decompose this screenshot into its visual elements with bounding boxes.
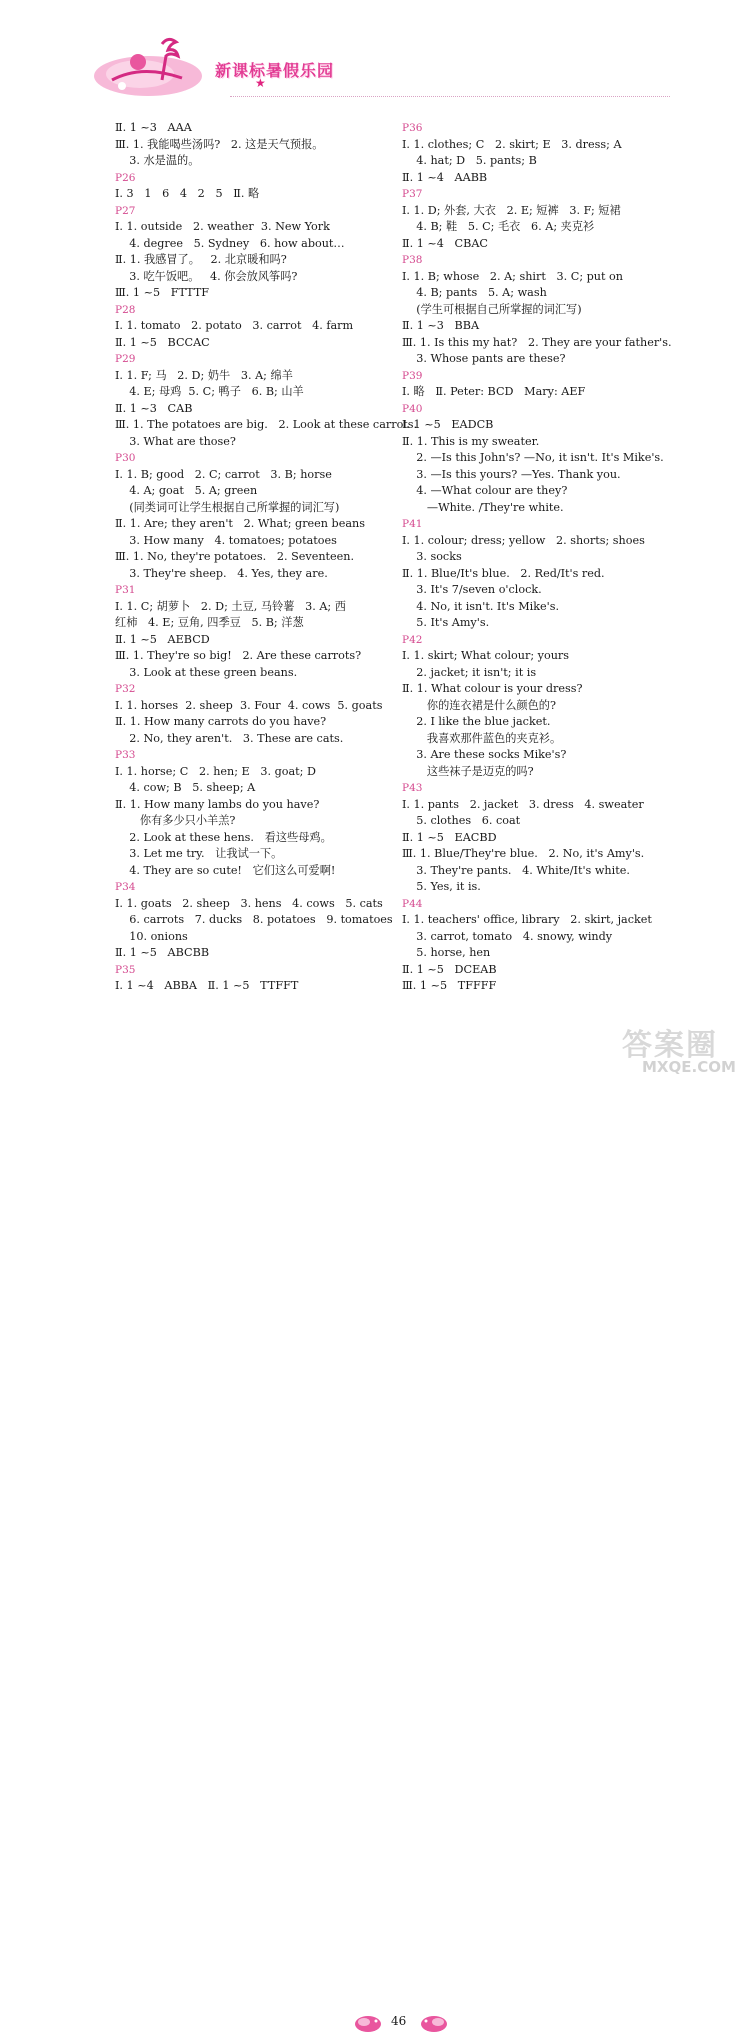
answer-line: Ⅰ. 1. teachers' office, library 2. skirt, jacket bbox=[402, 913, 652, 926]
page-reference: P33 bbox=[115, 749, 136, 761]
answer-line: 3. 吃午饭吧。 4. 你会放风筝吗? bbox=[115, 269, 298, 283]
page-reference: P31 bbox=[115, 584, 136, 596]
page-reference: P40 bbox=[402, 402, 423, 415]
answer-line: Ⅱ. 1. How many lambs do you have? bbox=[115, 797, 320, 811]
answers-right-column bbox=[402, 120, 702, 995]
bird-left-icon bbox=[352, 2012, 384, 2034]
answer-line: Ⅱ. 1 ~3 CAB bbox=[115, 401, 193, 415]
answer-line: 4. cow; B 5. sheep; A bbox=[115, 781, 256, 794]
answer-line: 10. onions bbox=[115, 929, 188, 943]
answer-line: Ⅰ. 1. pants 2. jacket 3. dress 4. sweater bbox=[402, 797, 644, 811]
answer-line: Ⅱ. 1. What colour is your dress? bbox=[402, 682, 583, 695]
answer-line: 3. They're pants. 4. White/It's white. bbox=[402, 863, 630, 877]
answer-line: 2. jacket; it isn't; it is bbox=[402, 665, 537, 679]
answer-line: Ⅱ. 1 ~5 ABCBB bbox=[115, 946, 210, 959]
answer-line: Ⅲ. 1 ~5 FTTTF bbox=[115, 286, 210, 299]
answer-line: 4. —What colour are they? bbox=[402, 484, 568, 497]
answer-line: Ⅱ. 1 ~5 EACBD bbox=[402, 830, 497, 844]
answer-line: Ⅱ. 1. Are; they aren't 2. What; green beans bbox=[115, 517, 365, 530]
page-reference: P28 bbox=[115, 303, 136, 316]
answer-line: 3. socks bbox=[402, 550, 462, 563]
answer-line: 3. They're sheep. 4. Yes, they are. bbox=[115, 566, 328, 580]
answer-line: 2. No, they aren't. 3. These are cats. bbox=[115, 731, 344, 745]
answer-line: Ⅰ. 1 ~5 EADCB bbox=[402, 418, 494, 431]
answer-line: Ⅰ. 3 1 6 4 2 5 Ⅱ. 略 bbox=[115, 187, 260, 200]
answer-line: Ⅰ. 1. D; 外套, 大衣 2. E; 短裤 3. F; 短裙 bbox=[402, 203, 621, 217]
answer-line: (学生可根据自己所掌握的词汇写) bbox=[402, 302, 582, 316]
answer-line: 你有多少只小羊羔? bbox=[115, 814, 236, 827]
answer-line: 这些袜子是迈克的吗? bbox=[402, 764, 534, 778]
answer-line: 2. —Is this John's? —No, it isn't. It's Mike's. bbox=[402, 451, 664, 464]
answer-line: 4. hat; D 5. pants; B bbox=[402, 154, 537, 167]
page-number: 46 bbox=[391, 2014, 407, 2028]
answer-line: 4. E; 母鸡 5. C; 鸭子 6. B; 山羊 bbox=[115, 385, 304, 398]
answer-line: 3. How many 4. tomatoes; potatoes bbox=[115, 533, 337, 547]
answer-line: 3. —Is this yours? —Yes. Thank you. bbox=[402, 467, 621, 481]
answer-line: 3. Are these socks Mike's? bbox=[402, 748, 567, 761]
watermark-logo: 答案圈 bbox=[622, 1028, 718, 1063]
answer-line: 3. Whose pants are these? bbox=[402, 352, 566, 365]
page-reference: P39 bbox=[402, 369, 423, 382]
answer-line: Ⅰ. 1 ~4 ABBA Ⅱ. 1 ~5 TTFFT bbox=[115, 979, 299, 992]
answer-line: 3. It's 7/seven o'clock. bbox=[402, 583, 542, 596]
answer-line: Ⅰ. 1. horses 2. sheep 3. Four 4. cows 5. goats bbox=[115, 698, 383, 712]
answer-line: 2. Look at these hens. 看这些母鸡。 bbox=[115, 830, 332, 844]
answer-line: Ⅰ. 1. colour; dress; yellow 2. shorts; shoes bbox=[402, 533, 645, 547]
bird-right-icon bbox=[418, 2012, 450, 2034]
answer-line: 4. No, it isn't. It's Mike's. bbox=[402, 599, 560, 613]
answer-line: Ⅱ. 1 ~5 DCEAB bbox=[402, 962, 497, 976]
answer-line: 5. clothes 6. coat bbox=[402, 814, 521, 827]
watermark-url: MXQE.COM bbox=[642, 1058, 736, 1076]
answer-line: —White. /They're white. bbox=[402, 500, 564, 514]
logo-illustration-icon bbox=[92, 36, 204, 98]
answer-line: Ⅲ. 1. Blue/They're blue. 2. No, it's Amy's. bbox=[402, 847, 645, 860]
answer-line: Ⅲ. 1 ~5 TFFFF bbox=[402, 979, 497, 992]
answer-line: Ⅰ. 1. skirt; What colour; yours bbox=[402, 649, 569, 662]
answer-line: Ⅰ. 1. F; 马 2. D; 奶牛 3. A; 绵羊 bbox=[115, 368, 293, 382]
answer-line: Ⅱ. 1 ~4 AABB bbox=[402, 170, 488, 184]
page-header bbox=[0, 0, 750, 108]
answer-line: 5. Yes, it is. bbox=[402, 880, 481, 893]
header-divider bbox=[230, 96, 670, 97]
answer-line: Ⅱ. 1 ~5 BCCAC bbox=[115, 335, 210, 349]
answer-line: Ⅱ. 1. This is my sweater. bbox=[402, 434, 540, 448]
answer-line: Ⅲ. 1. Is this my hat? 2. They are your father's. bbox=[402, 335, 672, 349]
answer-line: 3. What are those? bbox=[115, 434, 236, 448]
answer-line: 红柿 4. E; 豆角, 四季豆 5. B; 洋葱 bbox=[115, 616, 304, 629]
answer-line: 你的连衣裙是什么颜色的? bbox=[402, 698, 556, 712]
answer-line: 4. degree 5. Sydney 6. how about… bbox=[115, 236, 345, 250]
page-reference: P26 bbox=[115, 171, 136, 184]
answer-line: Ⅲ. 1. No, they're potatoes. 2. Seventeen. bbox=[115, 550, 355, 563]
answer-line: Ⅰ. 1. clothes; C 2. skirt; E 3. dress; A bbox=[402, 137, 622, 151]
answer-line: Ⅱ. 1. Blue/It's blue. 2. Red/It's red. bbox=[402, 566, 605, 580]
answer-line: Ⅱ. 1. How many carrots do you have? bbox=[115, 715, 327, 728]
answer-line: Ⅰ. 1. horse; C 2. hen; E 3. goat; D bbox=[115, 764, 316, 778]
answer-line: Ⅰ. 1. outside 2. weather 3. New York bbox=[115, 220, 330, 233]
answer-line: Ⅲ. 1. The potatoes are big. 2. Look at these carrots. bbox=[115, 418, 418, 431]
answer-line: 4. A; goat 5. A; green bbox=[115, 484, 258, 497]
answer-line: Ⅲ. 1. 我能喝些汤吗? 2. 这是天气预报。 bbox=[115, 137, 324, 151]
page-reference: P27 bbox=[115, 204, 136, 217]
answer-line: 3. 水是温的。 bbox=[115, 154, 200, 167]
answer-line: 3. Look at these green beans. bbox=[115, 665, 298, 679]
answer-line: 4. B; 鞋 5. C; 毛衣 6. A; 夹克衫 bbox=[402, 220, 595, 233]
answer-line: Ⅱ. 1 ~3 AAA bbox=[115, 121, 192, 134]
page-reference: P44 bbox=[402, 897, 423, 910]
answer-line: 5. It's Amy's. bbox=[402, 616, 490, 629]
answer-line: Ⅱ. 1 ~5 AEBCD bbox=[115, 632, 210, 646]
header-title: 新课标暑假乐园 bbox=[215, 61, 335, 80]
answer-line: Ⅱ. 1 ~4 CBAC bbox=[402, 236, 488, 250]
answer-line: Ⅰ. 1. B; good 2. C; carrot 3. B; horse bbox=[115, 467, 332, 481]
page-reference: P38 bbox=[402, 254, 423, 266]
answer-line: 5. horse, hen bbox=[402, 946, 491, 959]
page-reference: P29 bbox=[115, 353, 136, 365]
star-icon: ★ bbox=[255, 76, 266, 90]
answer-line: 6. carrots 7. ducks 8. potatoes 9. tomatoes bbox=[115, 913, 393, 926]
answer-line: Ⅰ. 1. C; 胡萝卜 2. D; 土豆, 马铃薯 3. A; 西 bbox=[115, 599, 346, 613]
answer-line: 2. I like the blue jacket. bbox=[402, 715, 551, 728]
page-reference: P42 bbox=[402, 633, 423, 646]
answer-line: 4. They are so cute! 它们这么可爱啊! bbox=[115, 863, 336, 877]
answer-line: Ⅰ. 略 Ⅱ. Peter: BCD Mary: AEF bbox=[402, 385, 586, 398]
answer-line: (同类词可让学生根据自己所掌握的词汇写) bbox=[115, 500, 340, 514]
answer-line: 3. Let me try. 让我试一下。 bbox=[115, 847, 283, 860]
answer-line: Ⅲ. 1. They're so big! 2. Are these carrots? bbox=[115, 649, 362, 662]
answer-line: 4. B; pants 5. A; wash bbox=[402, 286, 547, 299]
page-reference: P32 bbox=[115, 683, 136, 695]
answer-line: Ⅰ. 1. B; whose 2. A; shirt 3. C; put on bbox=[402, 269, 624, 283]
page-reference: P35 bbox=[115, 963, 136, 976]
answer-line: Ⅰ. 1. goats 2. sheep 3. hens 4. cows 5. cats bbox=[115, 896, 383, 910]
page-reference: P30 bbox=[115, 452, 136, 464]
answer-line: 3. carrot, tomato 4. snowy, windy bbox=[402, 929, 613, 943]
answer-line: Ⅰ. 1. tomato 2. potato 3. carrot 4. farm bbox=[115, 319, 354, 332]
page-reference: P36 bbox=[402, 122, 423, 134]
page-reference: P43 bbox=[402, 782, 423, 794]
page-reference: P37 bbox=[402, 188, 423, 200]
answer-line: Ⅱ. 1. 我感冒了。 2. 北京暖和吗? bbox=[115, 253, 287, 266]
answer-line: Ⅱ. 1 ~3 BBA bbox=[402, 319, 480, 332]
answer-line: 我喜欢那件蓝色的夹克衫。 bbox=[402, 731, 562, 745]
page-reference: P41 bbox=[402, 518, 423, 530]
page-reference: P34 bbox=[115, 881, 136, 893]
